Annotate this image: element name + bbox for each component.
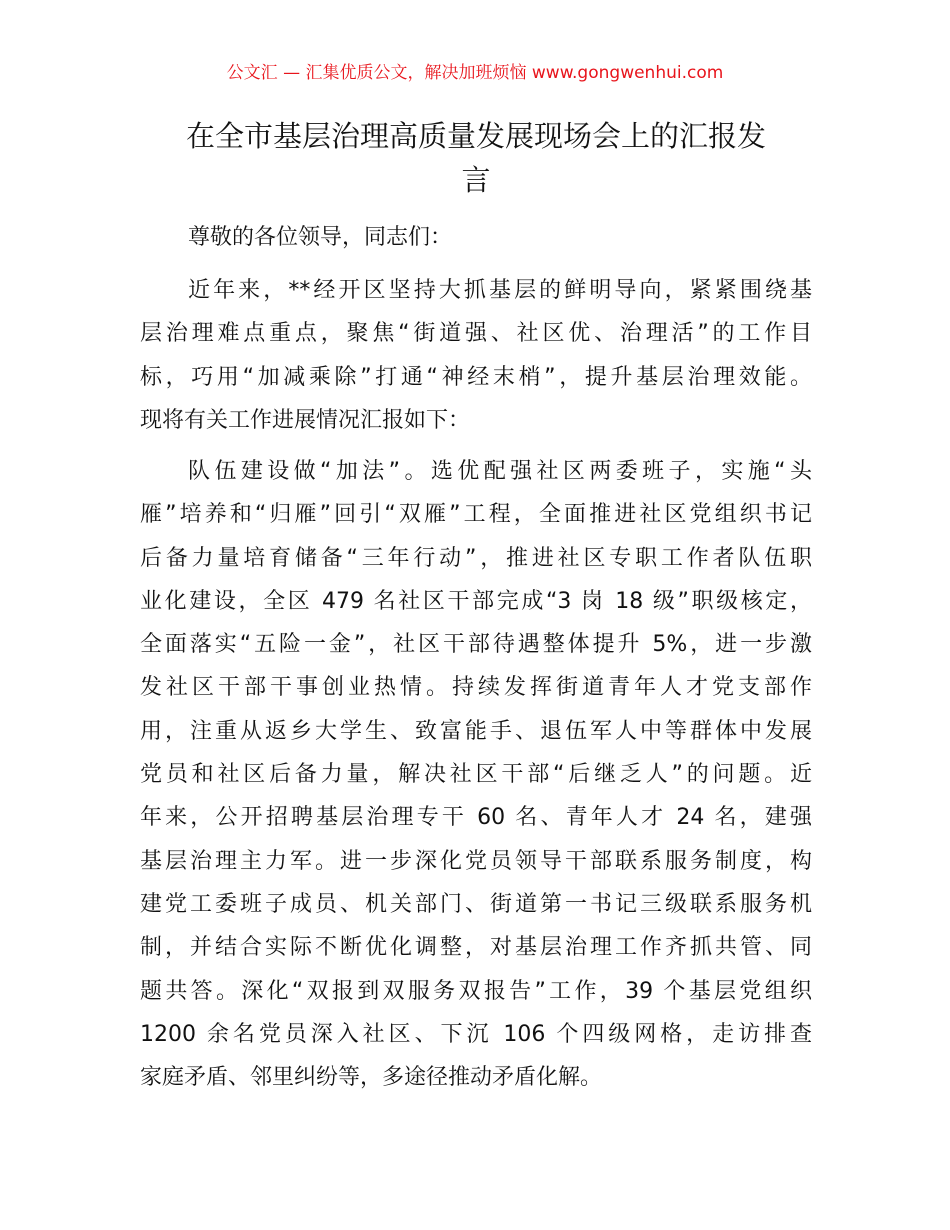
text-line: 后备力量培育储备“三年行动”，推进社区专职工作者队伍职 (140, 545, 812, 571)
text-line: 队伍建设做“加法”。选优配强社区两委班子，实施“头 (188, 459, 812, 484)
text-line: 层治理难点重点，聚焦“街道强、社区优、治理活”的工作目 (140, 321, 812, 347)
text-line: 制，并结合实际不断优化调整，对基层治理工作齐抓共管、同 (140, 935, 812, 961)
paragraph-intro (140, 269, 812, 442)
document-title (140, 114, 812, 202)
text-line: 标，巧用“加减乘除”打通“神经末梢”，提升基层治理效能。 (140, 364, 812, 390)
title-line: 言 (461, 163, 491, 197)
text-line: 现将有关工作进展情况汇报如下： (140, 407, 471, 433)
text-line: 建党工委班子成员、机关部门、街道第一书记三级联系服务机 (140, 891, 812, 917)
text-line: 全面落实“五险一金”，社区干部待遇整体提升 5%，进一步激 (140, 632, 812, 658)
text-line: 年来，公开招聘基层治理专干 60 名、青年人才 24 名，建强 (140, 805, 812, 831)
text-line: 发社区干部干事创业热情。持续发挥街道青年人才党支部作 (140, 675, 812, 701)
salutation: 尊敬的各位领导，同志们： (188, 225, 453, 250)
text-line: 用，注重从返乡大学生、致富能手、退伍军人中等群体中发展 (140, 718, 812, 744)
text-line: 党员和社区后备力量，解决社区干部“后继乏人”的问题。近 (140, 762, 812, 788)
text-line: 基层治理主力军。进一步深化党员领导干部联系服务制度，构 (140, 848, 812, 874)
site-banner: 公文汇 — 汇集优质公文，解决加班烦恼 www.gongwenhui.com (226, 63, 724, 83)
title-line: 在全市基层治理高质量发展现场会上的汇报发 (185, 119, 766, 153)
text-line: 业化建设，全区 479 名社区干部完成“3 岗 18 级”职级核定， (140, 588, 812, 614)
text-line: 家庭矛盾、邻里纠纷等，多途径推动矛盾化解。 (140, 1065, 603, 1091)
paragraph-team-building (140, 450, 812, 1099)
text-line: 近年来，**经开区坚持大抓基层的鲜明导向，紧紧围绕基 (188, 278, 812, 303)
text-line: 1200 余名党员深入社区、下沉 106 个四级网格，走访排查 (140, 1021, 812, 1047)
text-line: 雁”培养和“归雁”回引“双雁”工程，全面推进社区党组织书记 (140, 502, 812, 528)
text-line: 题共答。深化“双报到双服务双报告”工作，39 个基层党组织 (140, 978, 812, 1004)
